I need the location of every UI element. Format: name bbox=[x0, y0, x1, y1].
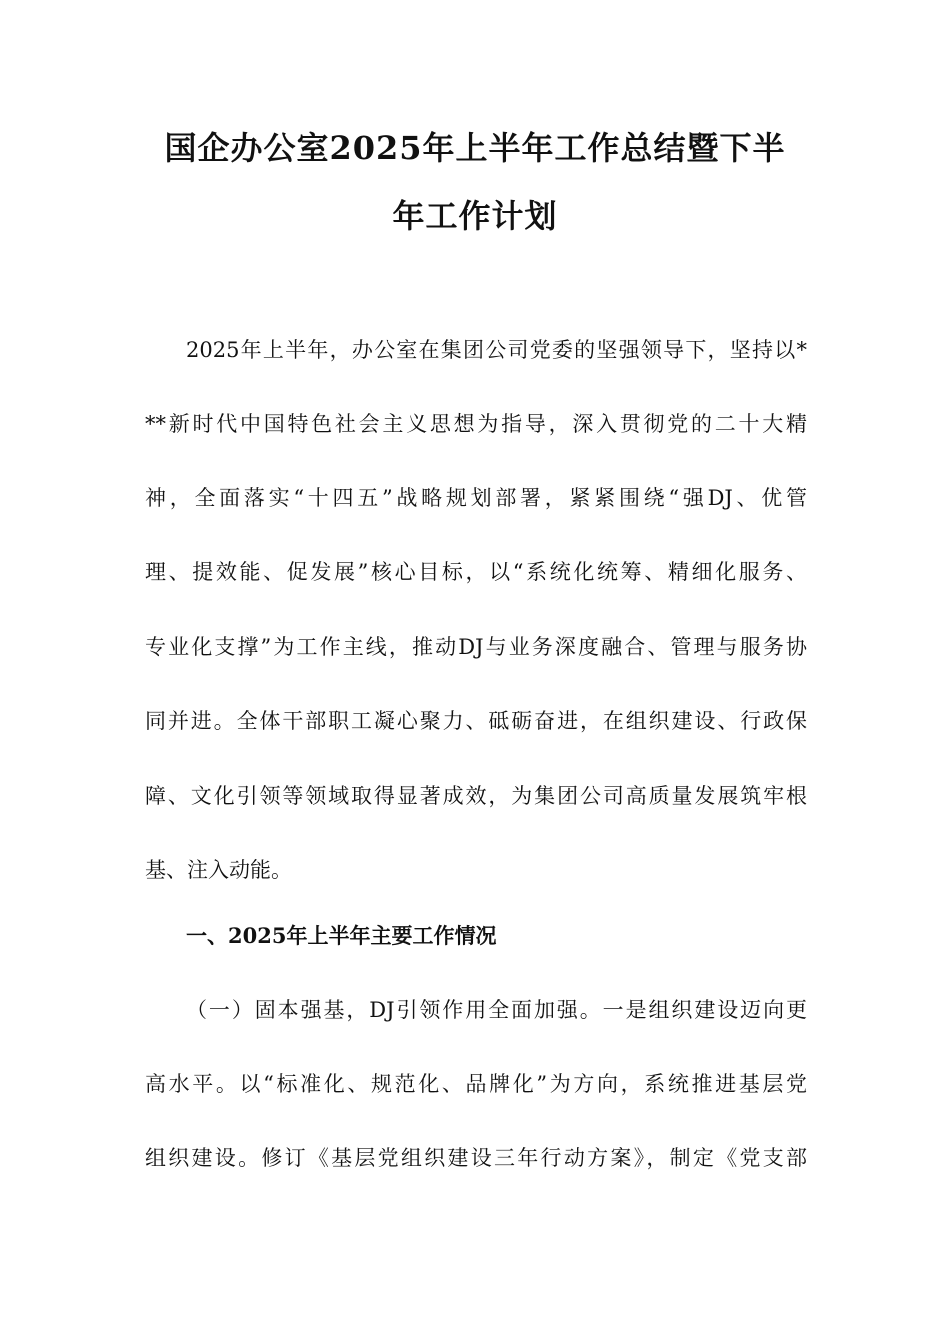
paragraph-line: （一）固本强基，DJ引领作用全面加强。一是组织建设迈向更 bbox=[186, 998, 807, 1022]
paragraph-line: 神，全面落实“十四五”战略规划部署，紧紧围绕“强DJ、优管 bbox=[145, 486, 807, 510]
paragraph-line: 组织建设。修订《基层党组织建设三年行动方案》，制定《党支部 bbox=[145, 1146, 807, 1170]
section-heading: 一、2025年上半年主要工作情况 bbox=[186, 923, 497, 948]
paragraph-line: 理、提效能、促发展”核心目标，以“系统化统筹、精细化服务、 bbox=[145, 560, 807, 584]
paragraph-line: 专业化支撑”为工作主线，推动DJ与业务深度融合、管理与服务协 bbox=[145, 635, 807, 659]
paragraph-line: 2025年上半年，办公室在集团公司党委的坚强领导下，坚持以* bbox=[186, 338, 807, 362]
paragraph-line: **新时代中国特色社会主义思想为指导，深入贯彻党的二十大精 bbox=[145, 412, 807, 436]
paragraph-line: 基、注入动能。 bbox=[145, 858, 292, 882]
document-title-line-2: 年工作计划 bbox=[392, 197, 558, 235]
paragraph-line: 同并进。全体干部职工凝心聚力、砥砺奋进，在组织建设、行政保 bbox=[145, 709, 807, 733]
document-title-line-1: 国企办公室2025年上半年工作总结暨下半 bbox=[164, 129, 786, 167]
paragraph-line: 高水平。以“标准化、规范化、品牌化”为方向，系统推进基层党 bbox=[145, 1072, 807, 1096]
paragraph-line: 障、文化引领等领域取得显著成效，为集团公司高质量发展筑牢根 bbox=[145, 784, 807, 808]
